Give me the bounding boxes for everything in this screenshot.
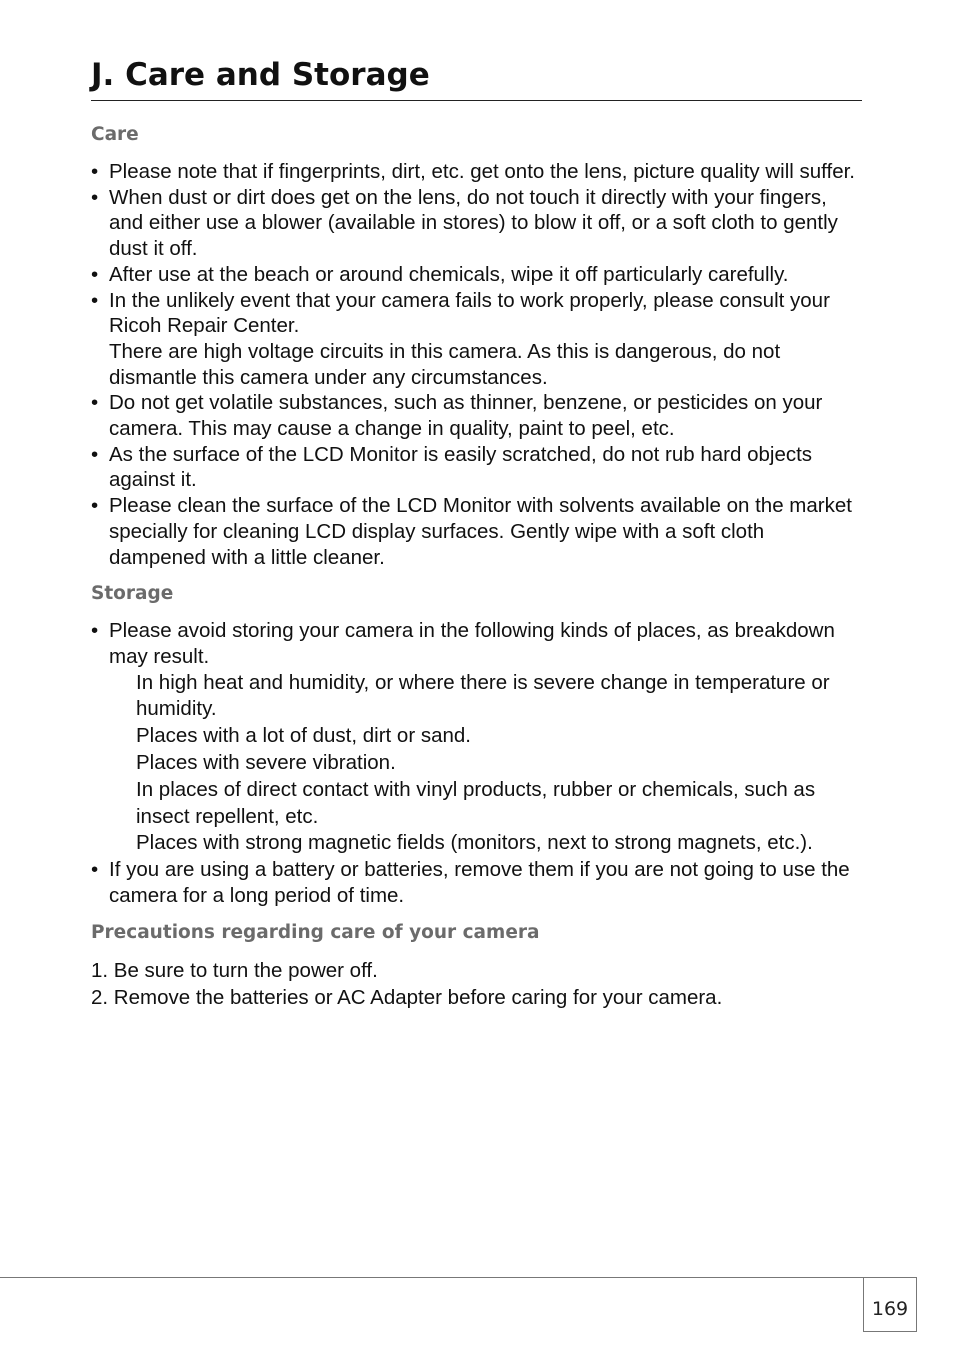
step-item: 1. Be sure to turn the power off.: [91, 958, 378, 982]
list-item: [91, 618, 863, 857]
list-item-text: • Do not get volatile substances, such as thinner, benzene, or pesticides on your camera. This may cause a change in quality, paint to peel, etc.: [109, 391, 823, 441]
storage-heading: Storage: [91, 583, 174, 605]
sub-list-item: Places with severe vibration.: [136, 751, 396, 775]
footer-divider: [0, 1277, 917, 1278]
title-divider: [91, 100, 862, 101]
storage-section: [91, 580, 863, 908]
care-section: [91, 121, 863, 570]
list-item: [91, 185, 863, 262]
sub-list-item: Places with a lot of dust, dirt or sand.: [136, 724, 471, 748]
list-item-text: • If you are using a battery or batteries, remove them if you are not going to use the camera for a long period of time.: [109, 858, 850, 907]
page-content: [91, 121, 863, 1011]
precautions-section: [91, 919, 863, 1011]
list-item-text: • Please note that if fingerprints, dirt, etc. get onto the lens, picture quality will suffer.: [109, 160, 855, 183]
list-item: [91, 390, 863, 441]
list-item: [91, 442, 863, 493]
sub-list: [109, 670, 863, 858]
list-item-text: • When dust or dirt does get on the lens, do not touch it directly with your fingers, and either use a blower (available in stores) to blow it off, or a soft cloth to gently dust it off.: [109, 185, 838, 261]
list-item: [91, 159, 863, 185]
care-list: [91, 159, 863, 570]
list-item-text: • After use at the beach or around chemicals, wipe it off particularly carefully.: [109, 262, 789, 286]
care-heading: Care: [91, 124, 139, 145]
page-number: 169: [863, 1277, 917, 1332]
precautions-heading: Precautions regarding care of your camera: [91, 921, 540, 943]
storage-list: [91, 618, 863, 908]
list-item: [91, 262, 863, 288]
list-item-text: • Please avoid storing your camera in the following kinds of places, as breakdown may result.: [109, 619, 835, 668]
step-item: 2. Remove the batteries or AC Adapter before caring for your camera.: [91, 985, 723, 1009]
page-title: J. Care and Storage: [91, 57, 430, 93]
list-item: [91, 857, 863, 908]
precautions-steps: [91, 957, 863, 1011]
list-item-text: • Please clean the surface of the LCD Monitor with solvents available on the market specially for cleaning LCD display surfaces. Gently wipe with a soft cloth dampened with a little cleaner.: [109, 494, 852, 569]
list-item-text: • As the surface of the LCD Monitor is easily scratched, do not rub hard objects against it.: [109, 442, 813, 492]
list-item-text: • In the unlikely event that your camera fails to work properly, please consult your Ricoh Repair Center.: [109, 288, 830, 338]
sub-list-item: Places with strong magnetic fields (monitors, next to strong magnets, etc.).: [136, 831, 813, 855]
list-item: [91, 493, 863, 570]
sub-list-item: In places of direct contact with vinyl products, rubber or chemicals, such as insect repellent, etc.: [136, 777, 816, 828]
list-item-text: There are high voltage circuits in this camera. As this is dangerous, do not dismantle this camera under any circumstances.: [109, 339, 781, 389]
sub-list-item: In high heat and humidity, or where there is severe change in temperature or humidity.: [136, 670, 830, 721]
list-item: [91, 288, 863, 391]
